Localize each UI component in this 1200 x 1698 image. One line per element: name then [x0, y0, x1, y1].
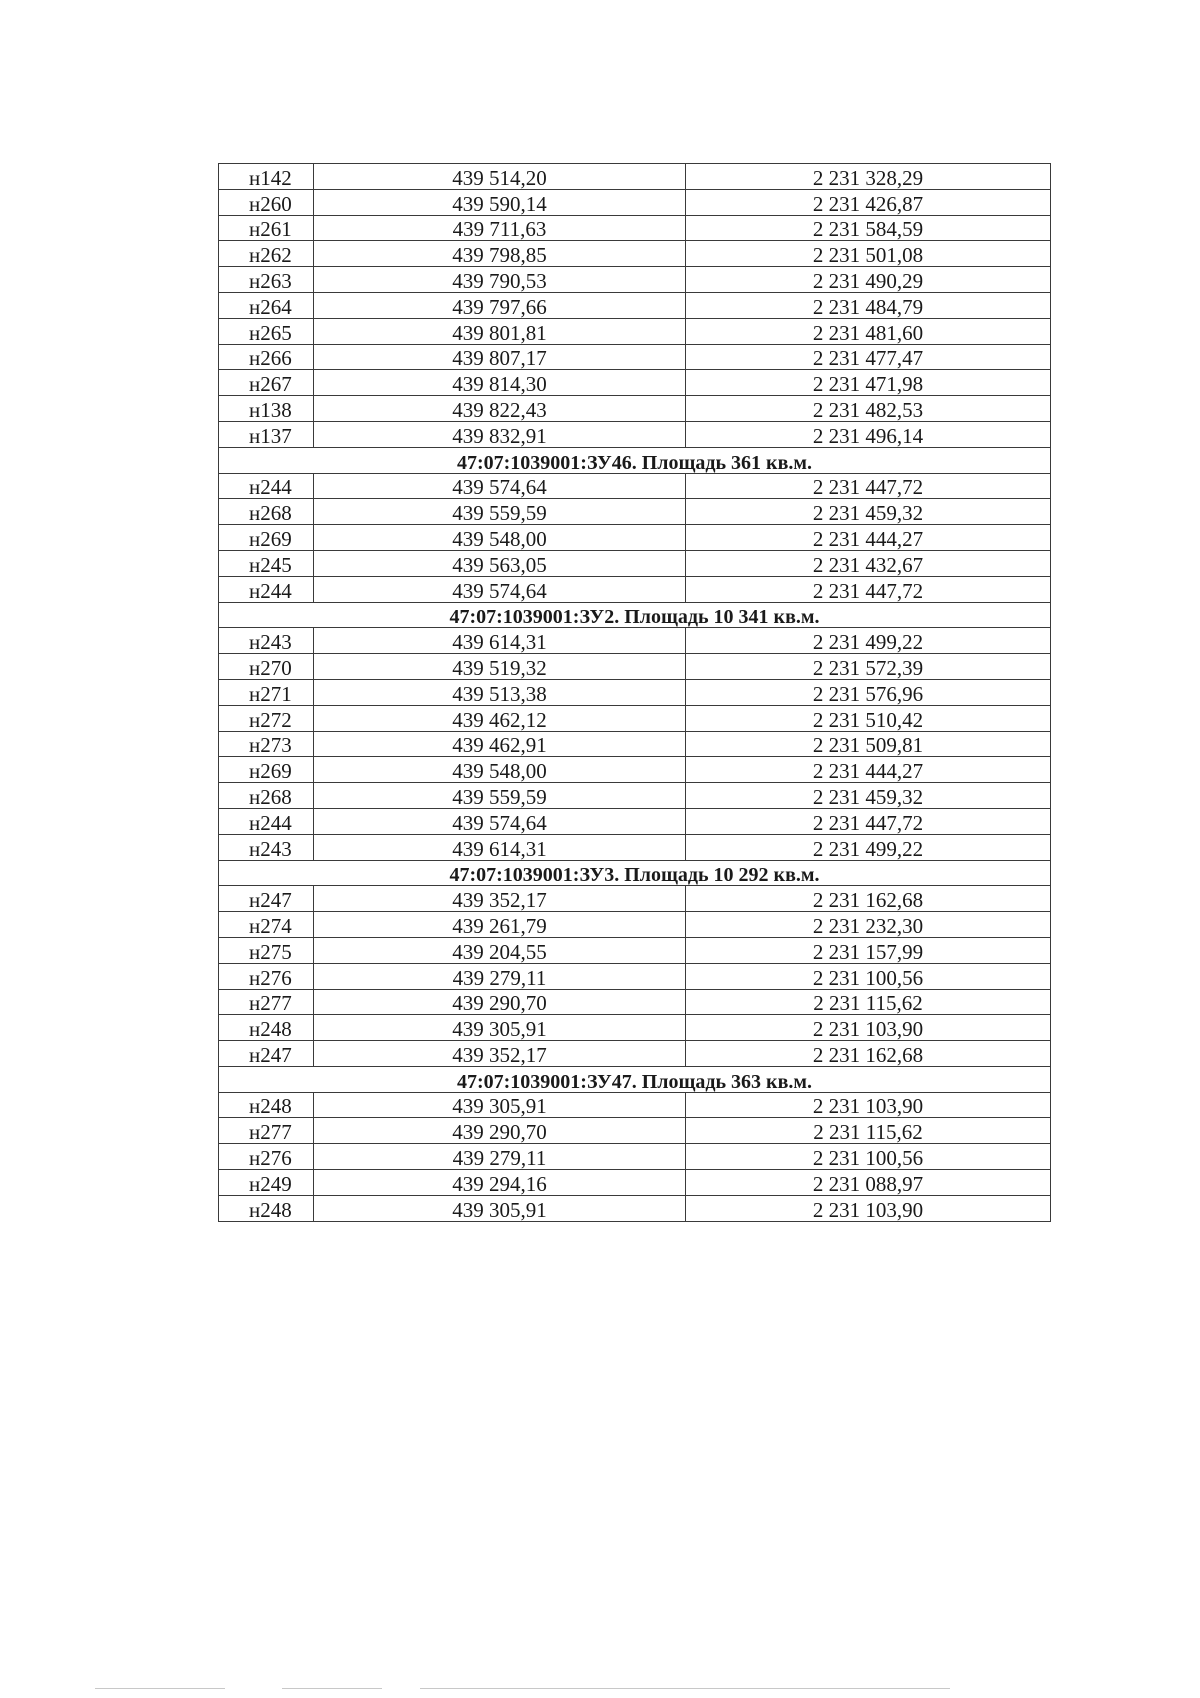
y-coordinate-cell: 2 231 447,72: [686, 808, 1051, 834]
point-name-cell: н244: [219, 576, 314, 602]
point-name-cell: н268: [219, 783, 314, 809]
x-coordinate-cell: 439 797,66: [314, 292, 686, 318]
scan-artifact-line: [282, 1688, 382, 1689]
point-name-cell: н271: [219, 679, 314, 705]
x-coordinate-cell: 439 279,11: [314, 1144, 686, 1170]
y-coordinate-cell: 2 231 477,47: [686, 344, 1051, 370]
x-coordinate-cell: 439 204,55: [314, 937, 686, 963]
y-coordinate-cell: 2 231 157,99: [686, 937, 1051, 963]
x-coordinate-cell: 439 832,91: [314, 421, 686, 447]
y-coordinate-cell: 2 231 572,39: [686, 654, 1051, 680]
x-coordinate-cell: 439 559,59: [314, 499, 686, 525]
y-coordinate-cell: 2 231 088,97: [686, 1170, 1051, 1196]
point-name-cell: н267: [219, 370, 314, 396]
x-coordinate-cell: 439 790,53: [314, 267, 686, 293]
y-coordinate-cell: 2 231 447,72: [686, 576, 1051, 602]
table-row: [219, 1195, 1051, 1221]
y-coordinate-cell: 2 231 103,90: [686, 1092, 1051, 1118]
point-name-cell: н268: [219, 499, 314, 525]
y-coordinate-cell: 2 231 484,79: [686, 292, 1051, 318]
table-row: [219, 215, 1051, 241]
table-row: [219, 344, 1051, 370]
point-name-cell: н244: [219, 473, 314, 499]
y-coordinate-cell: 2 231 162,68: [686, 1041, 1051, 1067]
table-row: [219, 267, 1051, 293]
x-coordinate-cell: 439 574,64: [314, 576, 686, 602]
table-row: [219, 396, 1051, 422]
point-name-cell: н138: [219, 396, 314, 422]
table-row: [219, 189, 1051, 215]
y-coordinate-cell: 2 231 471,98: [686, 370, 1051, 396]
scan-artifact-line: [420, 1688, 950, 1689]
table-row: [219, 757, 1051, 783]
table-row: [219, 473, 1051, 499]
point-name-cell: н266: [219, 344, 314, 370]
x-coordinate-cell: 439 559,59: [314, 783, 686, 809]
y-coordinate-cell: 2 231 426,87: [686, 189, 1051, 215]
point-name-cell: н263: [219, 267, 314, 293]
x-coordinate-cell: 439 305,91: [314, 1015, 686, 1041]
x-coordinate-cell: 439 462,91: [314, 731, 686, 757]
section-header-row: [219, 1066, 1051, 1092]
table-row: [219, 989, 1051, 1015]
section-header-row: [219, 860, 1051, 886]
table-row: [219, 1170, 1051, 1196]
y-coordinate-cell: 2 231 501,08: [686, 241, 1051, 267]
table-row: [219, 808, 1051, 834]
point-name-cell: н247: [219, 886, 314, 912]
x-coordinate-cell: 439 574,64: [314, 473, 686, 499]
table-row: [219, 654, 1051, 680]
y-coordinate-cell: 2 231 432,67: [686, 550, 1051, 576]
table-row: [219, 731, 1051, 757]
y-coordinate-cell: 2 231 496,14: [686, 421, 1051, 447]
point-name-cell: н248: [219, 1092, 314, 1118]
y-coordinate-cell: 2 231 162,68: [686, 886, 1051, 912]
x-coordinate-cell: 439 798,85: [314, 241, 686, 267]
table-row: [219, 834, 1051, 860]
x-coordinate-cell: 439 711,63: [314, 215, 686, 241]
table-row: [219, 783, 1051, 809]
point-name-cell: н247: [219, 1041, 314, 1067]
y-coordinate-cell: 2 231 444,27: [686, 525, 1051, 551]
table-row: [219, 912, 1051, 938]
y-coordinate-cell: 2 231 509,81: [686, 731, 1051, 757]
y-coordinate-cell: 2 231 459,32: [686, 783, 1051, 809]
y-coordinate-cell: 2 231 103,90: [686, 1015, 1051, 1041]
x-coordinate-cell: 439 548,00: [314, 757, 686, 783]
point-name-cell: н265: [219, 318, 314, 344]
x-coordinate-cell: 439 290,70: [314, 989, 686, 1015]
table-row: [219, 525, 1051, 551]
table-row: [219, 370, 1051, 396]
table-row: [219, 1118, 1051, 1144]
coordinates-table: [218, 163, 1051, 1222]
point-name-cell: н261: [219, 215, 314, 241]
x-coordinate-cell: 439 352,17: [314, 1041, 686, 1067]
x-coordinate-cell: 439 548,00: [314, 525, 686, 551]
section-title: 47:07:1039001:ЗУ2. Площадь 10 341 кв.м.: [219, 602, 1051, 628]
x-coordinate-cell: 439 590,14: [314, 189, 686, 215]
x-coordinate-cell: 439 822,43: [314, 396, 686, 422]
point-name-cell: н245: [219, 550, 314, 576]
point-name-cell: н243: [219, 834, 314, 860]
y-coordinate-cell: 2 231 100,56: [686, 963, 1051, 989]
point-name-cell: н249: [219, 1170, 314, 1196]
table-row: [219, 1144, 1051, 1170]
coordinates-table-body: [219, 164, 1051, 1222]
table-row: [219, 705, 1051, 731]
point-name-cell: н248: [219, 1015, 314, 1041]
x-coordinate-cell: 439 614,31: [314, 628, 686, 654]
y-coordinate-cell: 2 231 499,22: [686, 834, 1051, 860]
y-coordinate-cell: 2 231 584,59: [686, 215, 1051, 241]
table-row: [219, 164, 1051, 190]
x-coordinate-cell: 439 305,91: [314, 1195, 686, 1221]
point-name-cell: н276: [219, 963, 314, 989]
table-row: [219, 241, 1051, 267]
point-name-cell: н277: [219, 989, 314, 1015]
y-coordinate-cell: 2 231 444,27: [686, 757, 1051, 783]
table-row: [219, 628, 1051, 654]
x-coordinate-cell: 439 807,17: [314, 344, 686, 370]
point-name-cell: н262: [219, 241, 314, 267]
y-coordinate-cell: 2 231 447,72: [686, 473, 1051, 499]
point-name-cell: н248: [219, 1195, 314, 1221]
y-coordinate-cell: 2 231 510,42: [686, 705, 1051, 731]
y-coordinate-cell: 2 231 103,90: [686, 1195, 1051, 1221]
point-name-cell: н269: [219, 757, 314, 783]
point-name-cell: н270: [219, 654, 314, 680]
x-coordinate-cell: 439 513,38: [314, 679, 686, 705]
table-row: [219, 421, 1051, 447]
point-name-cell: н260: [219, 189, 314, 215]
x-coordinate-cell: 439 352,17: [314, 886, 686, 912]
y-coordinate-cell: 2 231 482,53: [686, 396, 1051, 422]
y-coordinate-cell: 2 231 328,29: [686, 164, 1051, 190]
point-name-cell: н274: [219, 912, 314, 938]
section-header-row: [219, 602, 1051, 628]
point-name-cell: н276: [219, 1144, 314, 1170]
y-coordinate-cell: 2 231 499,22: [686, 628, 1051, 654]
x-coordinate-cell: 439 801,81: [314, 318, 686, 344]
y-coordinate-cell: 2 231 481,60: [686, 318, 1051, 344]
point-name-cell: н243: [219, 628, 314, 654]
point-name-cell: н272: [219, 705, 314, 731]
table-row: [219, 886, 1051, 912]
section-title: 47:07:1039001:ЗУ46. Площадь 361 кв.м.: [219, 447, 1051, 473]
x-coordinate-cell: 439 514,20: [314, 164, 686, 190]
section-header-row: [219, 447, 1051, 473]
point-name-cell: н137: [219, 421, 314, 447]
section-title: 47:07:1039001:ЗУ47. Площадь 363 кв.м.: [219, 1066, 1051, 1092]
point-name-cell: н244: [219, 808, 314, 834]
table-row: [219, 963, 1051, 989]
table-row: [219, 1041, 1051, 1067]
table-row: [219, 1015, 1051, 1041]
point-name-cell: н264: [219, 292, 314, 318]
scan-artifact-line: [95, 1688, 225, 1689]
section-title: 47:07:1039001:ЗУ3. Площадь 10 292 кв.м.: [219, 860, 1051, 886]
table-row: [219, 292, 1051, 318]
table-row: [219, 499, 1051, 525]
x-coordinate-cell: 439 814,30: [314, 370, 686, 396]
x-coordinate-cell: 439 279,11: [314, 963, 686, 989]
table-row: [219, 937, 1051, 963]
y-coordinate-cell: 2 231 115,62: [686, 989, 1051, 1015]
point-name-cell: н269: [219, 525, 314, 551]
table-row: [219, 679, 1051, 705]
y-coordinate-cell: 2 231 232,30: [686, 912, 1051, 938]
point-name-cell: н275: [219, 937, 314, 963]
x-coordinate-cell: 439 614,31: [314, 834, 686, 860]
x-coordinate-cell: 439 294,16: [314, 1170, 686, 1196]
point-name-cell: н277: [219, 1118, 314, 1144]
point-name-cell: н273: [219, 731, 314, 757]
x-coordinate-cell: 439 305,91: [314, 1092, 686, 1118]
x-coordinate-cell: 439 261,79: [314, 912, 686, 938]
y-coordinate-cell: 2 231 576,96: [686, 679, 1051, 705]
x-coordinate-cell: 439 462,12: [314, 705, 686, 731]
y-coordinate-cell: 2 231 100,56: [686, 1144, 1051, 1170]
y-coordinate-cell: 2 231 115,62: [686, 1118, 1051, 1144]
table-row: [219, 550, 1051, 576]
y-coordinate-cell: 2 231 490,29: [686, 267, 1051, 293]
table-row: [219, 1092, 1051, 1118]
x-coordinate-cell: 439 519,32: [314, 654, 686, 680]
table-row: [219, 318, 1051, 344]
y-coordinate-cell: 2 231 459,32: [686, 499, 1051, 525]
point-name-cell: н142: [219, 164, 314, 190]
x-coordinate-cell: 439 574,64: [314, 808, 686, 834]
x-coordinate-cell: 439 290,70: [314, 1118, 686, 1144]
table-row: [219, 576, 1051, 602]
x-coordinate-cell: 439 563,05: [314, 550, 686, 576]
